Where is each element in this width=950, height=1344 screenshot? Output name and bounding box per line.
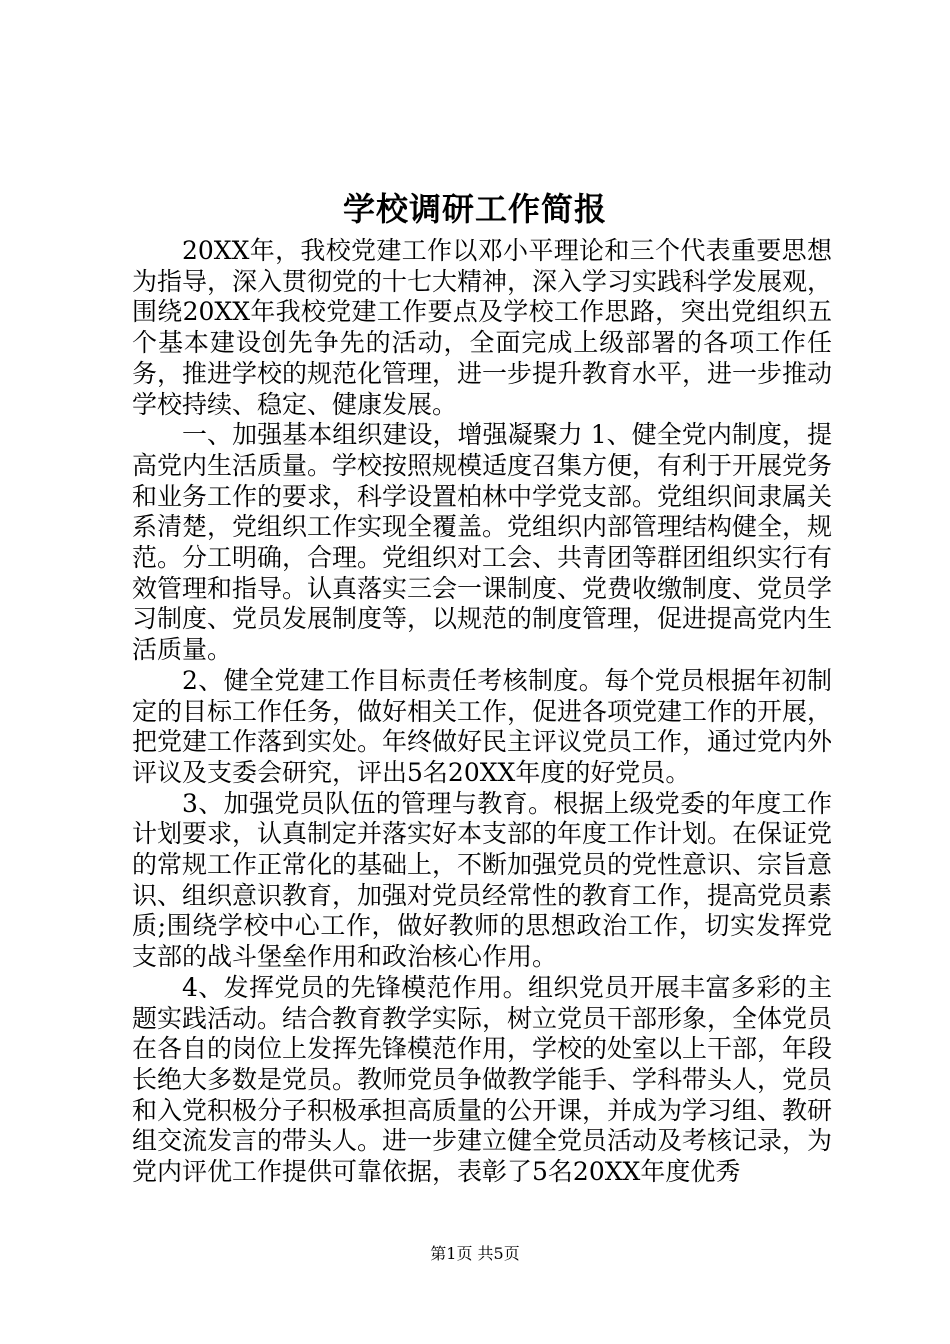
document-title: 学校调研工作简报 — [342, 190, 607, 228]
paragraph-intro: 20XX年，我校党建工作以邓小平理论和三个代表重要思想为指导，深入贯彻党的十七大精神，深入学习实践科学发展观，围绕20XX年我校党建工作要点及学校工作思路，突出党组织五个基本建设创先争先的活动，全面完成上级部署的各项工作任务，推进学校的规范化管理，进一步提升教育水平，进一步推动学校持续、稳定、健康发展。 — [132, 236, 833, 419]
paragraph-item-2: 2、健全党建工作目标责任考核制度。每个党员根据年初制定的目标工作任务，做好相关工作，促进各项党建工作的开展，把党建工作落到实处。年终做好民主评议党员工作，通过党内外评议及支委会研究，评出5名20XX年度的好党员。 — [132, 665, 833, 787]
paragraph-section-1: 一、加强基本组织建设，增强凝聚力 1、健全党内制度，提高党内生活质量。学校按照规模适度召集方便，有利于开展党务和业务工作的要求，科学设置柏林中学党支部。党组织间隶属关系清楚，党组织工作实现全覆盖。党组织内部管理结构健全，规范。分工明确，合理。党组织对工会、共青团等群团组织实行有效管理和指导。认真落实三会一课制度、党费收缴制度、党员学习制度、党员发展制度等，以规范的制度管理，促进提高党内生活质量。 — [132, 420, 833, 665]
paragraph-item-4: 4、发挥党员的先锋模范作用。组织党员开展丰富多彩的主题实践活动。结合教育教学实际，树立党员干部形象，全体党员在各自的岗位上发挥先锋模范作用，学校的处室以上干部，年段长绝大多数是党员。教师党员争做教学能手、学科带头人，党员和入党积极分子积极承担高质量的公开课，并成为学习组、教研组交流发言的带头人。进一步建立健全党员活动及考核记录，为党内评优工作提供可靠依据，表彰了5名20XX年度优秀 — [132, 972, 833, 1187]
paragraph-item-3: 3、加强党员队伍的管理与教育。根据上级党委的年度工作计划要求，认真制定并落实好本支部的年度工作计划。在保证党的常规工作正常化的基础上，不断加强党员的党性意识、宗旨意识、组织意识教育，加强对党员经常性的教育工作，提高党员素质;围绕学校中心工作，做好教师的思想政治工作，切实发挥党支部的战斗堡垒作用和政治核心作用。 — [132, 788, 833, 972]
page-number-footer: 第1页 共5页 — [430, 1244, 520, 1263]
document-body — [132, 236, 832, 1188]
